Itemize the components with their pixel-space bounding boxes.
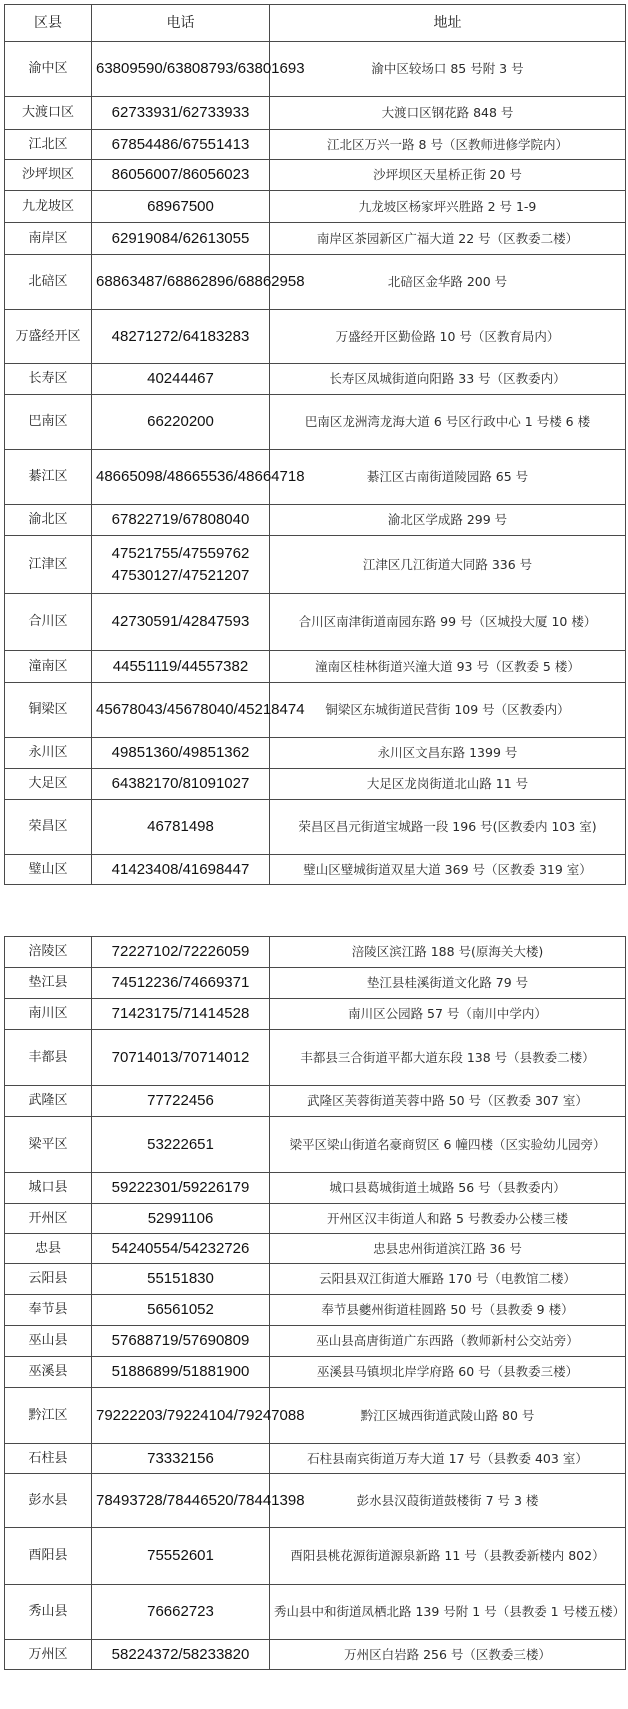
district-cell: 云阳县 [5, 1264, 92, 1295]
phone-cell: 73332156 [92, 1444, 270, 1474]
table-row [5, 505, 626, 536]
phone-cell: 64382170/81091027 [92, 769, 270, 800]
phone-cell: 71423175/71414528 [92, 999, 270, 1030]
address-cell: 九龙坡区杨家坪兴胜路 2 号 1-9 [270, 191, 626, 223]
district-cell: 丰都县 [5, 1030, 92, 1086]
phone-cell: 58224372/58233820 [92, 1640, 270, 1670]
address-cell: 酉阳县桃花源街道源泉新路 11 号（县教委新楼内 802） [270, 1528, 626, 1585]
table-row [5, 1086, 626, 1117]
district-cell: 忠县 [5, 1234, 92, 1264]
phone-cell: 70714013/70714012 [92, 1030, 270, 1086]
district-cell: 荣昌区 [5, 800, 92, 855]
phone-cell: 77722456 [92, 1086, 270, 1117]
district-cell: 永川区 [5, 738, 92, 769]
table-row [5, 450, 626, 505]
district-cell: 大足区 [5, 769, 92, 800]
phone-cell: 48665098/48665536/48664718 [92, 450, 270, 505]
district-cell: 九龙坡区 [5, 191, 92, 223]
table-row [5, 1204, 626, 1234]
header-phone: 电话 [92, 5, 270, 42]
table-row [5, 536, 626, 594]
district-cell: 合川区 [5, 594, 92, 651]
table-row [5, 97, 626, 130]
address-cell: 涪陵区滨江路 188 号(原海关大楼) [270, 937, 626, 968]
table-row [5, 1444, 626, 1474]
table-row [5, 1357, 626, 1388]
district-cell: 璧山区 [5, 855, 92, 885]
address-cell: 奉节县夔州街道桂圆路 50 号（县教委 9 楼） [270, 1295, 626, 1326]
table-row [5, 1295, 626, 1326]
address-cell: 铜梁区东城街道民营街 109 号（区教委内） [270, 683, 626, 738]
phone-cell: 72227102/72226059 [92, 937, 270, 968]
district-cell: 綦江区 [5, 450, 92, 505]
address-cell: 渝中区较场口 85 号附 3 号 [270, 42, 626, 97]
phone-cell: 75552601 [92, 1528, 270, 1585]
table-row [5, 769, 626, 800]
district-cell: 巫溪县 [5, 1357, 92, 1388]
table-row [5, 364, 626, 395]
phone-cell: 57688719/57690809 [92, 1326, 270, 1357]
district-cell: 南川区 [5, 999, 92, 1030]
address-cell: 荣昌区昌元街道宝城路一段 196 号(区教委内 103 室) [270, 800, 626, 855]
phone-cell: 41423408/41698447 [92, 855, 270, 885]
table-row [5, 999, 626, 1030]
address-cell: 南岸区茶园新区广福大道 22 号（区教委二楼） [270, 223, 626, 255]
address-cell: 南川区公园路 57 号（南川中学内） [270, 999, 626, 1030]
table-row [5, 1264, 626, 1295]
address-cell: 江北区万兴一路 8 号（区教师进修学院内） [270, 130, 626, 160]
address-cell: 秀山县中和街道凤栖北路 139 号附 1 号（县教委 1 号楼五楼） [270, 1585, 626, 1640]
phone-cell: 59222301/59226179 [92, 1173, 270, 1204]
phone-cell: 66220200 [92, 395, 270, 450]
table-row [5, 937, 626, 968]
district-cell: 梁平区 [5, 1117, 92, 1173]
table-header-row [5, 5, 626, 42]
contact-table-part-2 [4, 936, 626, 1670]
table-row [5, 130, 626, 160]
address-cell: 江津区几江街道大同路 336 号 [270, 536, 626, 594]
contact-table-part-1 [4, 4, 626, 885]
address-cell: 城口县葛城街道土城路 56 号（县教委内） [270, 1173, 626, 1204]
address-cell: 黔江区城西街道武陵山路 80 号 [270, 1388, 626, 1444]
address-cell: 梁平区梁山街道名豪商贸区 6 幢四楼（区实验幼儿园旁） [270, 1117, 626, 1173]
district-cell: 北碚区 [5, 255, 92, 310]
phone-cell: 62733931/62733933 [92, 97, 270, 130]
table-row [5, 1585, 626, 1640]
phone-cell: 86056007/86056023 [92, 160, 270, 191]
header-district: 区县 [5, 5, 92, 42]
district-cell: 垫江县 [5, 968, 92, 999]
table-row [5, 683, 626, 738]
table-row [5, 968, 626, 999]
table-row [5, 738, 626, 769]
table-row [5, 1326, 626, 1357]
address-cell: 云阳县双江街道大雁路 170 号（电教馆二楼） [270, 1264, 626, 1295]
address-cell: 永川区文昌东路 1399 号 [270, 738, 626, 769]
address-cell: 万州区白岩路 256 号（区教委三楼） [270, 1640, 626, 1670]
address-cell: 合川区南津街道南园东路 99 号（区城投大厦 10 楼） [270, 594, 626, 651]
table-row [5, 1173, 626, 1204]
address-cell: 长寿区凤城街道向阳路 33 号（区教委内） [270, 364, 626, 395]
table-row [5, 1474, 626, 1528]
phone-cell: 63809590/63808793/63801693 [92, 42, 270, 97]
district-cell: 潼南区 [5, 651, 92, 683]
table-row [5, 800, 626, 855]
address-cell: 武隆区芙蓉街道芙蓉中路 50 号（区教委 307 室） [270, 1086, 626, 1117]
phone-cell: 67854486/67551413 [92, 130, 270, 160]
district-cell: 江北区 [5, 130, 92, 160]
table-row [5, 160, 626, 191]
district-cell: 黔江区 [5, 1388, 92, 1444]
table-row [5, 594, 626, 651]
table-row [5, 1030, 626, 1086]
phone-cell: 53222651 [92, 1117, 270, 1173]
district-cell: 江津区 [5, 536, 92, 594]
phone-cell: 68863487/68862896/68862958 [92, 255, 270, 310]
district-cell: 万盛经开区 [5, 310, 92, 364]
phone-cell: 47521755/47559762 47530127/47521207 [92, 536, 270, 594]
phone-cell: 48271272/64183283 [92, 310, 270, 364]
phone-cell: 76662723 [92, 1585, 270, 1640]
district-cell: 万州区 [5, 1640, 92, 1670]
table-row [5, 1528, 626, 1585]
address-cell: 沙坪坝区天星桥正街 20 号 [270, 160, 626, 191]
table-row [5, 855, 626, 885]
address-cell: 开州区汉丰街道人和路 5 号教委办公楼三楼 [270, 1204, 626, 1234]
phone-cell: 68967500 [92, 191, 270, 223]
phone-cell: 51886899/51881900 [92, 1357, 270, 1388]
address-cell: 大足区龙岗街道北山路 11 号 [270, 769, 626, 800]
table-row [5, 1234, 626, 1264]
district-cell: 开州区 [5, 1204, 92, 1234]
table-row [5, 1117, 626, 1173]
district-cell: 沙坪坝区 [5, 160, 92, 191]
address-cell: 忠县忠州街道滨江路 36 号 [270, 1234, 626, 1264]
district-cell: 武隆区 [5, 1086, 92, 1117]
address-cell: 巫溪县马镇坝北岸学府路 60 号（县教委三楼） [270, 1357, 626, 1388]
address-cell: 丰都县三合街道平都大道东段 138 号（县教委二楼） [270, 1030, 626, 1086]
district-cell: 南岸区 [5, 223, 92, 255]
table-row [5, 42, 626, 97]
address-cell: 石柱县南宾街道万寿大道 17 号（县教委 403 室） [270, 1444, 626, 1474]
address-cell: 潼南区桂林街道兴潼大道 93 号（区教委 5 楼） [270, 651, 626, 683]
table-gap [0, 928, 628, 936]
district-cell: 大渡口区 [5, 97, 92, 130]
address-cell: 巫山县高唐街道广东西路（教师新村公交站旁） [270, 1326, 626, 1357]
phone-cell: 42730591/42847593 [92, 594, 270, 651]
address-cell: 璧山区璧城街道双星大道 369 号（区教委 319 室） [270, 855, 626, 885]
phone-cell: 55151830 [92, 1264, 270, 1295]
phone-cell: 49851360/49851362 [92, 738, 270, 769]
table-row [5, 255, 626, 310]
table-row [5, 651, 626, 683]
district-cell: 长寿区 [5, 364, 92, 395]
address-cell: 彭水县汉葭街道鼓楼街 7 号 3 楼 [270, 1474, 626, 1528]
district-cell: 巴南区 [5, 395, 92, 450]
table-row [5, 223, 626, 255]
phone-cell: 52991106 [92, 1204, 270, 1234]
phone-cell: 56561052 [92, 1295, 270, 1326]
phone-cell: 67822719/67808040 [92, 505, 270, 536]
phone-cell: 62919084/62613055 [92, 223, 270, 255]
district-cell: 渝北区 [5, 505, 92, 536]
district-cell: 铜梁区 [5, 683, 92, 738]
table-row [5, 395, 626, 450]
table-row [5, 310, 626, 364]
address-cell: 北碚区金华路 200 号 [270, 255, 626, 310]
phone-cell: 54240554/54232726 [92, 1234, 270, 1264]
address-cell: 渝北区学成路 299 号 [270, 505, 626, 536]
district-cell: 巫山县 [5, 1326, 92, 1357]
address-cell: 綦江区古南街道陵园路 65 号 [270, 450, 626, 505]
address-cell: 万盛经开区勤俭路 10 号（区教育局内） [270, 310, 626, 364]
district-cell: 涪陵区 [5, 937, 92, 968]
table-row [5, 191, 626, 223]
phone-cell: 78493728/78446520/78441398 [92, 1474, 270, 1528]
phone-cell: 40244467 [92, 364, 270, 395]
district-cell: 奉节县 [5, 1295, 92, 1326]
address-cell: 垫江县桂溪街道文化路 79 号 [270, 968, 626, 999]
header-address: 地址 [270, 5, 626, 42]
address-cell: 巴南区龙洲湾龙海大道 6 号区行政中心 1 号楼 6 楼 [270, 395, 626, 450]
district-cell: 石柱县 [5, 1444, 92, 1474]
district-cell: 秀山县 [5, 1585, 92, 1640]
phone-cell: 45678043/45678040/45218474 [92, 683, 270, 738]
phone-cell: 79222203/79224104/79247088 [92, 1388, 270, 1444]
table-row [5, 1640, 626, 1670]
phone-cell: 46781498 [92, 800, 270, 855]
table-row [5, 1388, 626, 1444]
address-cell: 大渡口区钢花路 848 号 [270, 97, 626, 130]
phone-cell: 74512236/74669371 [92, 968, 270, 999]
phone-cell: 44551119/44557382 [92, 651, 270, 683]
district-cell: 酉阳县 [5, 1528, 92, 1585]
district-cell: 城口县 [5, 1173, 92, 1204]
district-cell: 渝中区 [5, 42, 92, 97]
district-cell: 彭水县 [5, 1474, 92, 1528]
